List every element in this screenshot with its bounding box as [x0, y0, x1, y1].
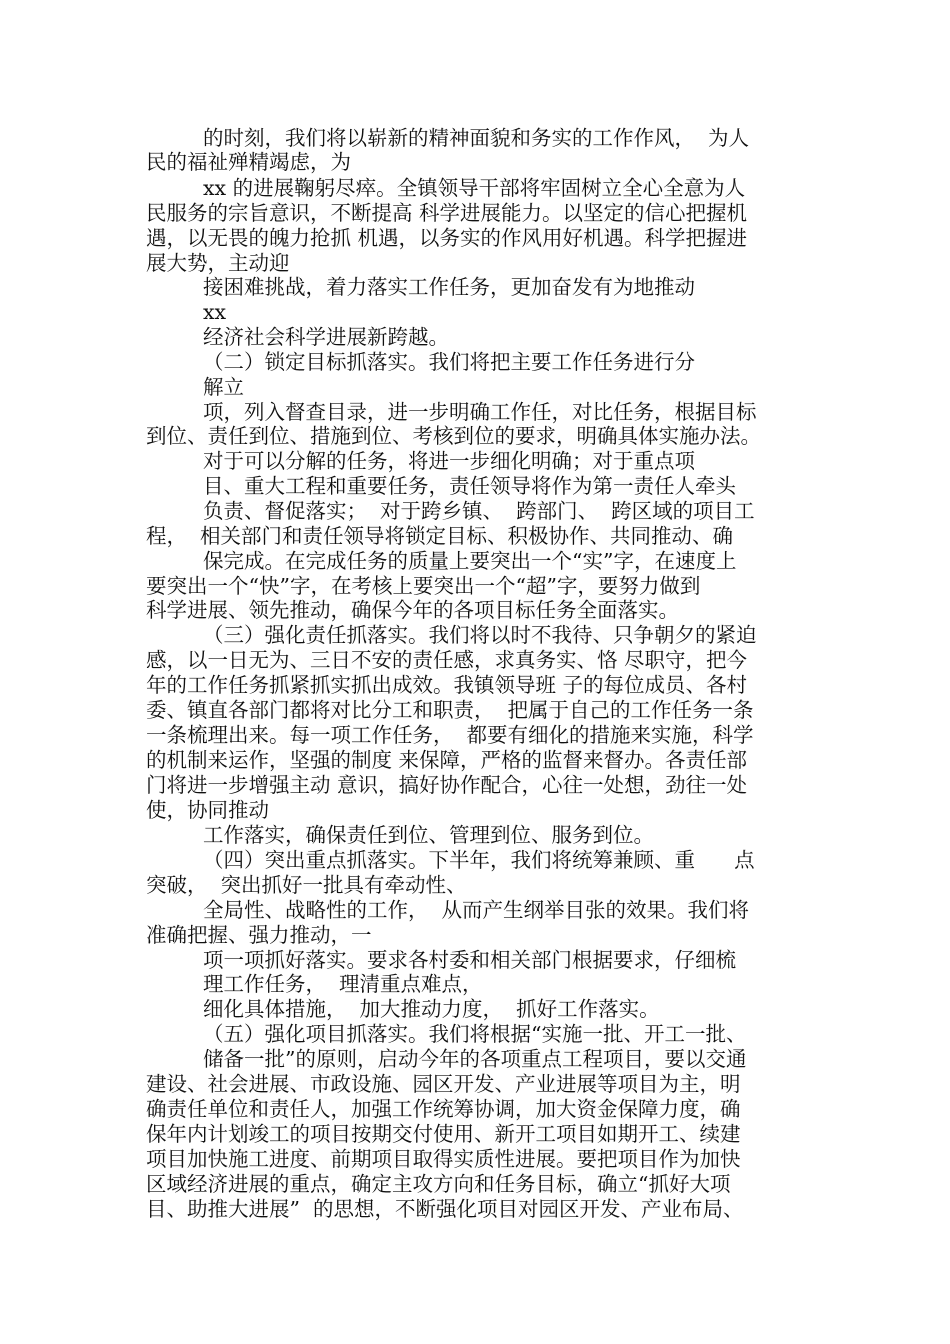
paragraph-line: 到位、责任到位、措施到位、考核到位的要求，明确具体实施办法。 [146, 424, 761, 448]
paragraph-line: 项，列入督查目录，进一步明确工作任，对比任务，根据目标 [203, 400, 757, 424]
paragraph-line: 要突出一个“快”字，在考核上要突出一个“超”字，要努力做到 [146, 574, 701, 598]
paragraph-line: 项目加快施工进度、前期项目取得实质性进展。要把项目作为加快 [146, 1147, 741, 1171]
paragraph-line: 民服务的宗旨意识，不断提高 科学进展能力。以坚定的信心把握机 [146, 201, 748, 225]
paragraph-line: （三）强化责任抓落实。我们将以时不我待、只争朝夕的紧迫 [203, 623, 757, 647]
paragraph-line: 解立 [203, 375, 244, 399]
paragraph-line: 储备一批”的原则，启动今年的各项重点工程项目，要以交通 [203, 1047, 747, 1071]
paragraph-line: 委、镇直各部门都将对比分工和职责， 把属于自己的工作任务一条 [146, 698, 754, 722]
paragraph-line: 细化具体措施， 加大推动力度， 抓好工作落实。 [203, 997, 660, 1021]
paragraph-line: （四）突出重点抓落实。下半年，我们将统筹兼顾、重 点 [203, 848, 755, 872]
paragraph-line: （二）锁定目标抓落实。我们将把主要工作任务进行分 [203, 350, 695, 374]
paragraph-line: 感，以一日无为、三日不安的责任感，求真务实、恪 尽职守，把今 [146, 648, 748, 672]
paragraph-line: 程， 相关部门和责任领导将锁定目标、积极协作、共同推动、确 [146, 524, 734, 548]
paragraph-line: 使，协同推动 [146, 798, 269, 822]
paragraph-line: 对于可以分解的任务，将进一步细化明确；对于重点项 [203, 449, 695, 473]
paragraph-line: xx [203, 300, 227, 324]
paragraph-line: 工作落实，确保责任到位、管理到位、服务到位。 [203, 823, 654, 847]
paragraph-line: （五）强化项目抓落实。我们将根据“实施一批、开工一批、 [203, 1022, 747, 1046]
paragraph-line: 的时刻，我们将以崭新的精神面貌和务实的工作作风， 为人 [203, 126, 750, 150]
paragraph-line: 项一项抓好落实。要求各村委和相关部门根据要求，仔细梳 [203, 948, 736, 972]
paragraph-line: 经济社会科学进展新跨越。 [203, 325, 449, 349]
paragraph-line: 目、助推大进展” 的思想，不断强化项目对园区开发、产业布局、 [146, 1197, 744, 1221]
paragraph-line: 的机制来运作，坚强的制度 来保障，严格的监督来督办。各责任部 [146, 748, 748, 772]
paragraph-line: 民的福祉殚精竭虑，为 [146, 150, 351, 174]
paragraph-line: 确责任单位和责任人，加强工作统筹协调，加大资金保障力度，确 [146, 1097, 741, 1121]
paragraph-line: 突破， 突出抓好一批具有牵动性、 [146, 873, 467, 897]
paragraph-line: 保完成。在完成任务的质量上要突出一个“实”字，在速度上 [203, 549, 737, 573]
paragraph-line: 理工作任务， 理清重点难点， [203, 972, 483, 996]
paragraph-line: 一条梳理出来。每一项工作任务， 都要有细化的措施来实施，科学 [146, 723, 754, 747]
paragraph-line: 展大势，主动迎 [146, 251, 290, 275]
paragraph-line: 建设、社会进展、市政设施、园区开发、产业进展等项目为主，明 [146, 1072, 741, 1096]
paragraph-line: 年的工作任务抓紧抓实抓出成效。我镇领导班 子的每位成员、各村 [146, 673, 748, 697]
paragraph-line: 负责、督促落实； 对于跨乡镇、 跨部门、 跨区域的项目工 [203, 499, 755, 523]
paragraph-line: 科学进展、领先推动，确保今年的各项目标任务全面落实。 [146, 598, 679, 622]
paragraph-line: 遇，以无畏的魄力抢抓 机遇，以务实的作风用好机遇。科学把握进 [146, 226, 748, 250]
paragraph-line: 目、重大工程和重要任务，责任领导将作为第一责任人牵头 [203, 474, 736, 498]
paragraph-line: 门将进一步增强主动 意识，搞好协作配合，心往一处想，劲往一处 [146, 773, 748, 797]
paragraph-line: 准确把握、强力推动，一 [146, 923, 372, 947]
paragraph-line: xx 的进展鞠躬尽瘁。全镇领导干部将牢固树立全心全意为人 [203, 176, 746, 200]
paragraph-line: 接困难挑战，着力落实工作任务，更加奋发有为地推动 [203, 275, 695, 299]
paragraph-line: 全局性、战略性的工作， 从而产生纲举目张的效果。我们将 [203, 898, 750, 922]
paragraph-line: 保年内计划竣工的项目按期交付使用、新开工项目如期开工、续建 [146, 1122, 741, 1146]
paragraph-line: 区域经济进展的重点，确定主攻方向和任务目标，确立“抓好大项 [146, 1172, 731, 1196]
